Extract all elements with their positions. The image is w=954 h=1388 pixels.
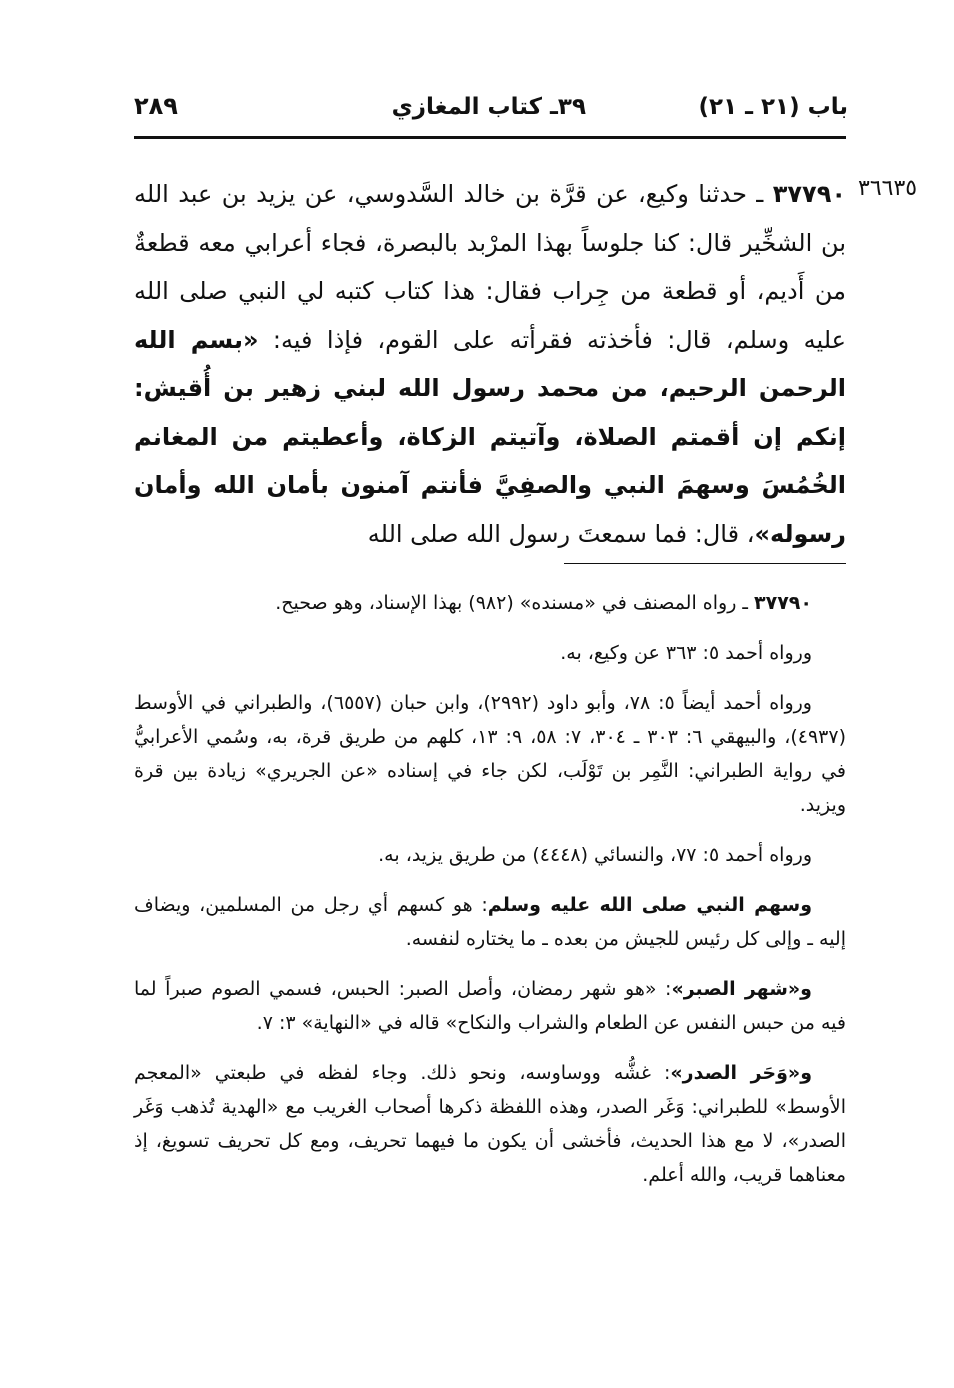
footnote-7 — [134, 1056, 846, 1192]
footnote-5-text: : هو كسهم أي رجل من المسلمين، ويضاف إليه ـ وإلى كل رئيس للجيش من بعده ـ ما يختاره لنفسه. — [134, 894, 846, 950]
footnote-6-term: و«شهر الصبر» — [671, 978, 812, 1000]
footnote-separator — [564, 563, 846, 564]
footnote-6-text: : «هو شهر رمضان، وأصل الصبر: الحبس، فسمي الصوم صبراً لما فيه من حبس النفس عن الطعام والشراب والنكاح» قاله في «النهاية» ٣: ٧. — [134, 978, 846, 1034]
footnote-hadith-number: ٣٧٧٩٠ — [754, 592, 812, 614]
hadith-text — [134, 170, 846, 558]
footnotes — [134, 586, 846, 1208]
header-rule — [134, 136, 846, 139]
footnote-5 — [134, 888, 846, 956]
hadith-text-part-1: ـ حدثنا وكيع، عن قرَّة بن خالد السَّدوسي، عن يزيد بن عبد الله بن الشخِّير قال: كنا جلوساً بهذا المرْبد بالبصرة، فجاء أعرابي معه قطعةٌ من أَديم، أو قطعة من جِراب فقال: هذا كتاب كتبه لي النبي صلى الله عليه وسلم، قال: فأخذته فقرأته على القوم، فإذا فيه: — [134, 180, 847, 354]
footnote-7-text: : غشُّه ووساوسه، ونحو ذلك. وجاء لفظه في طبعتي «المعجم الأوسط» للطبراني: وَغَر الصدر، وهذه اللفظة ذكرها أصحاب الغريب مع «الهدية تُذهب وَغَر الصدر»، لا مع هذا الحديث، فأخشى أن يكون ما فيهما تحريف، ومع كل تحريف تسويغ، إذ معناهما قريب، والله أعلم. — [134, 1062, 846, 1186]
footnote-6 — [134, 972, 846, 1040]
footnote-7-term: و«وَحَر الصدر» — [670, 1062, 813, 1084]
page-number: ٢٨٩ — [134, 92, 178, 120]
hadith-number: ٣٧٧٩٠ — [772, 180, 846, 208]
page-header — [130, 86, 848, 130]
footnote-5-term: وسهم النبي صلى الله عليه وسلم — [487, 894, 813, 916]
footnote-3: ورواه أحمد أيضاً ٥: ٧٨، وأبو داود (٢٩٩٢)، وابن حبان (٦٥٥٧)، والطبراني في الأوسط (٤٩٣٧)، والبيهقي ٦: ٣٠٣ ـ ٣٠٤، ٧: ٥٨، ٩: ١٣، كلهم من طريق قرة، به، وسُمي الأعرابيُّ في رواية الطبراني: النَّمِر بن تَوْلَب، لكن جاء في إسناده «عن الجريري» زيادة بين قرة ويزيد. — [134, 692, 846, 816]
chapter-heading: باب (٢١ ـ ٢١) — [698, 94, 848, 120]
footnote-1 — [134, 586, 846, 620]
footnote-1-text: ـ رواه المصنف في «مسنده» (٩٨٢) بهذا الإسناد، وهو صحيح. — [275, 592, 755, 614]
hadith-letter-quote: «بسم الله الرحمن الرحيم، من محمد رسول الله لبني زهير بن أُقيش: إنكم إن أقمتم الصلاة، وآتيتم الزكاة، وأعطيتم من المغانم الخُمُسَ وسهمَ النبي والصفِيَّ فأنتم آمنون بأمان الله وأمان رسوله» — [134, 325, 846, 548]
side-reference-number: ٣٦٦٣٥ — [858, 176, 918, 201]
footnote-4: ورواه أحمد ٥: ٧٧، والنسائي (٤٤٤٨) من طريق يزيد، به. — [378, 844, 812, 866]
footnote-2: ورواه أحمد ٥: ٣٦٣ عن وكيع، به. — [560, 642, 812, 664]
book-title: ٣٩ـ كتاب المغازي — [391, 94, 586, 120]
hadith-text-part-2: ، قال: فما سمعتَ رسول الله صلى الله — [367, 519, 755, 548]
